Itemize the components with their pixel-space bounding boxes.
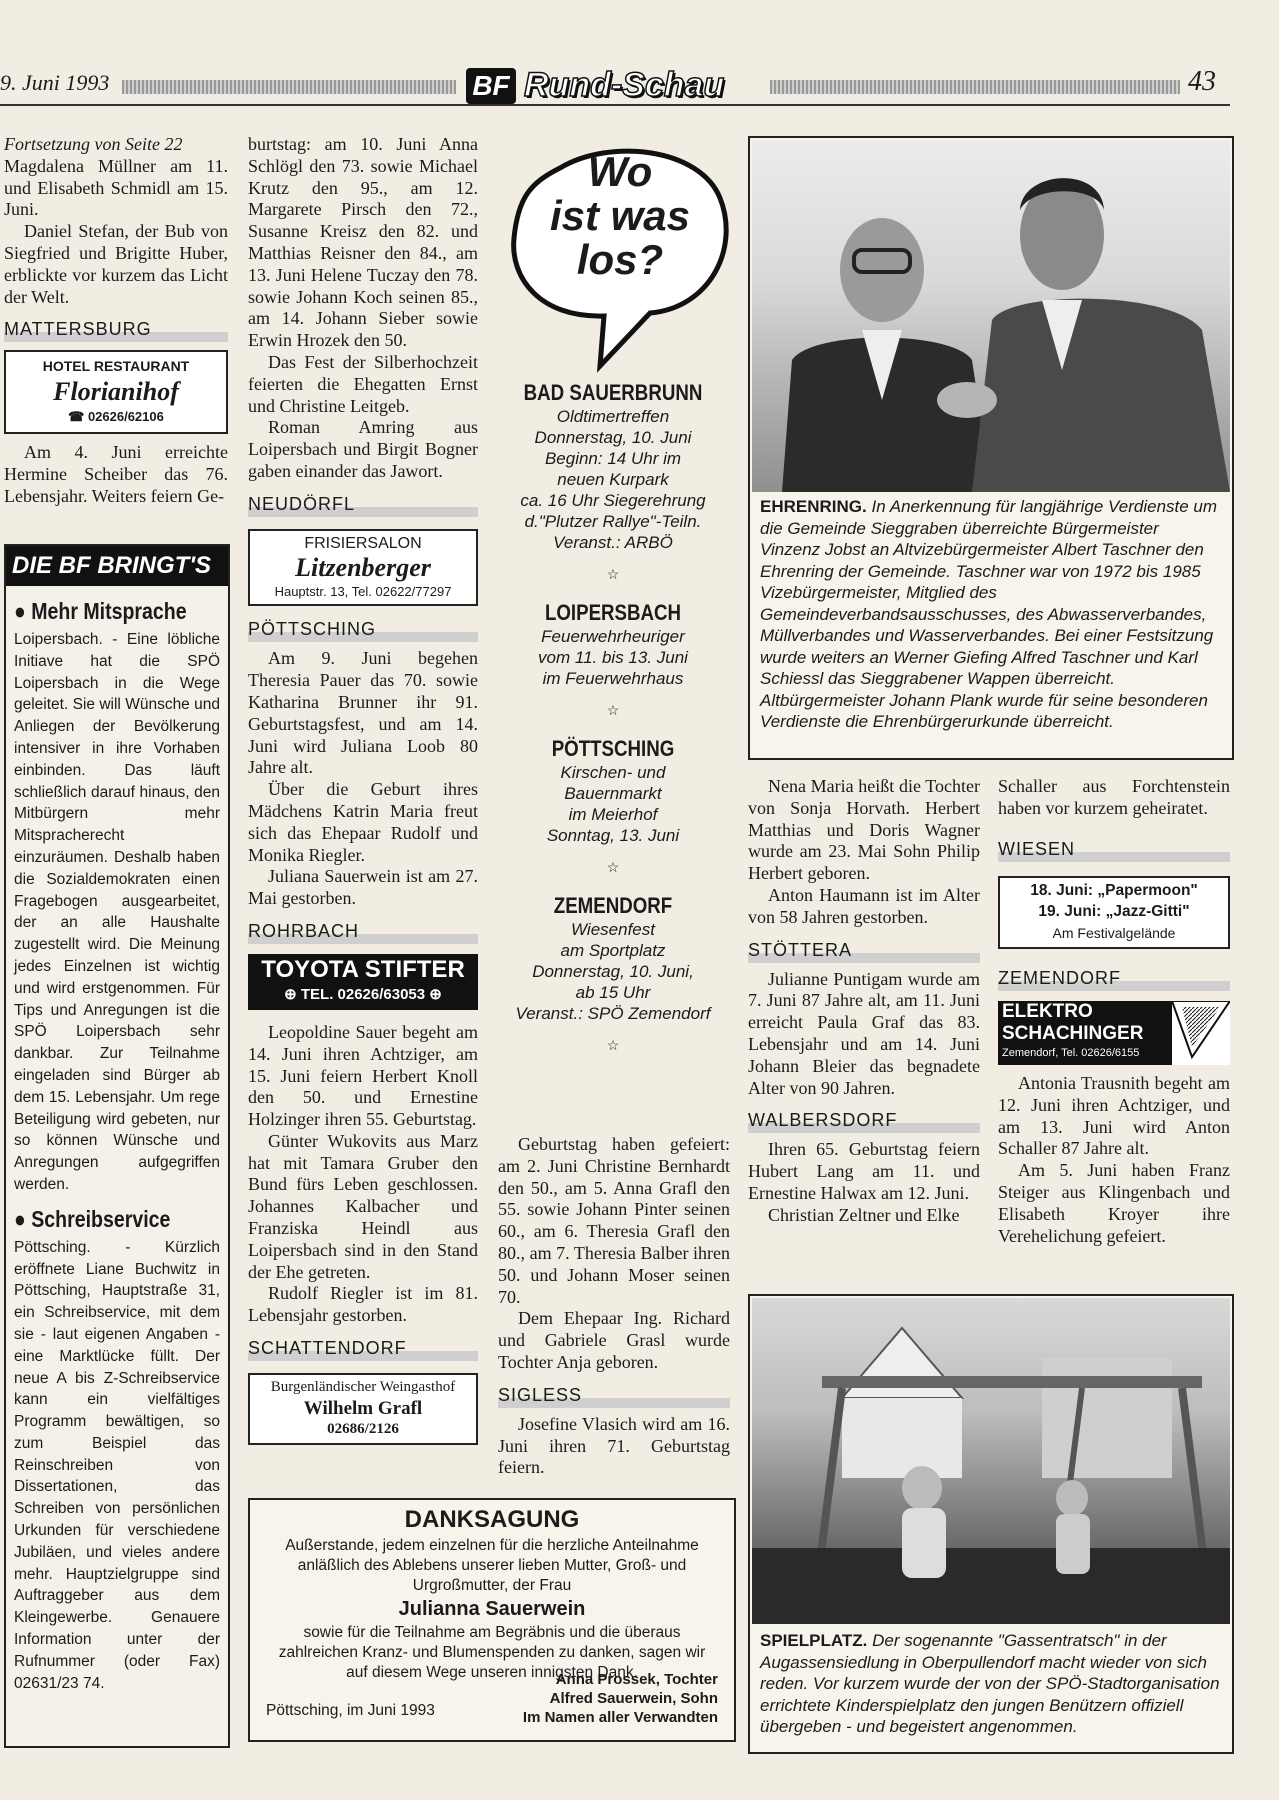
- text-paragraph: Rudolf Riegler ist im 81. Lebensjahr gestorben.: [248, 1283, 478, 1326]
- bf-bringts-heading: ● Mehr Mitsprache: [14, 598, 187, 624]
- wo-ist-was-los-title: Wo ist was los?: [549, 148, 691, 283]
- column-4: [748, 776, 980, 1227]
- section-heading-walbersdorf: WALBERSDORF: [748, 1107, 980, 1133]
- ad-wein-tel: 02686/2126: [327, 1420, 399, 1437]
- ad-toyota-tel: ⊕ TEL. 02626/63053 ⊕: [284, 985, 442, 1003]
- danksagung-place-date: Pöttsching, im Juni 1993: [266, 1702, 435, 1719]
- spielplatz-photo: [752, 1298, 1230, 1624]
- event-listing: [494, 380, 732, 1071]
- star-icon: ☆: [606, 861, 620, 876]
- ad-elektro-label: ELEKTRO SCHACHINGER Zemendorf, Tel. 02626/6155: [998, 1001, 1172, 1065]
- star-icon: ☆: [606, 568, 620, 583]
- column-5: [998, 776, 1230, 1247]
- text-paragraph: Schaller aus Forchtenstein haben vor kurzem geheiratet.: [998, 776, 1230, 818]
- ad-hotel-top: HOTEL RESTAURANT: [42, 358, 190, 375]
- section-heading-rohrbach: ROHRBACH: [248, 918, 478, 944]
- danksagung-name: Julianna Sauerwein: [398, 1598, 586, 1620]
- section-heading-neudoerfl: NEUDÖRFL: [248, 491, 478, 517]
- text-paragraph: Das Fest der Silberhochzeit feierten die Ehegatten Ernst und Christine Leitgeb.: [248, 351, 478, 416]
- text-paragraph: Am 4. Juni erreichte Hermine Scheiber das 76. Lebensjahr. Weiters feiern Ge-: [4, 441, 228, 506]
- bf-bringts-heading: ● Schreibservice: [14, 1205, 171, 1232]
- ad-wiesen-line: Am Festivalgelände: [1052, 925, 1176, 942]
- text-paragraph: burtstag: am 10. Juni Anna Schlögl den 73. sowie Michael Krutz den 95., am 12. Margarete Pirsch den 72., Susanne Kreisz den 82. und Matthias Reisner den 84., am 13. Juni Helene Tuczay den 78. sowie Johann Koch seinen 85., am 14. Johann Sieber sowie Erwin Hrozek den 50.: [248, 134, 478, 351]
- text-paragraph: Juliana Sauerwein ist am 27. Mai gestorben.: [248, 866, 478, 909]
- ad-toyota-name: TOYOTA STIFTER: [261, 955, 465, 983]
- ad-hotel-florianihof: [4, 350, 228, 434]
- ad-hotel-name: Florianihof: [53, 377, 179, 407]
- ad-elektro-schachinger: [998, 1001, 1230, 1065]
- text-paragraph: Dem Ehepaar Ing. Richard und Gabriele Grasl wurde Tochter Anja geboren.: [498, 1308, 730, 1372]
- event-loipersbach: LOIPERSBACH Feuerwehrheuriger vom 11. bis 13. Juni im Feuerwehrhaus: [538, 600, 688, 688]
- section-heading-mattersburg: MATTERSBURG: [4, 316, 228, 342]
- lightning-bolt-icon: [1172, 1001, 1230, 1065]
- text-paragraph: Roman Amring aus Loipersbach und Birgit Bogner gaben einander das Jawort.: [248, 417, 478, 481]
- text-paragraph: Am 9. Juni begehen Theresia Pauer das 70. sowie Katharina Brunner ihr 91. Geburtstagsfest, und am 14. Juni wird Juliana Loob 80 Jahre alt.: [248, 648, 478, 778]
- text-paragraph: Julianne Puntigam wurde am 7. Juni 87 Jahre alt, am 11. Juni erreicht Paula Graf das 83. Lebensjahr und am 14. Juni Johann Bleier das begnadete Alter von 90 Jahren.: [748, 968, 980, 1098]
- danksagung-box: [248, 1498, 736, 1742]
- text-paragraph: Christian Zeltner und Elke: [768, 1204, 960, 1225]
- text-paragraph: Josefine Vlasich wird am 16. Juni ihren 71. Geburtstag feiern.: [498, 1413, 730, 1478]
- text-paragraph: Über die Geburt ihres Mädchens Katrin Maria freut sich das Ehepaar Rudolf und Monika Riegler.: [248, 779, 478, 865]
- ehrenring-photo: [752, 140, 1230, 492]
- section-heading-schattendorf: SCHATTENDORF: [248, 1335, 478, 1361]
- text-paragraph: Anton Haumann ist im Alter von 58 Jahren gestorben.: [748, 884, 980, 927]
- spielplatz-box: [748, 1294, 1234, 1754]
- bf-bringts-text: Loipersbach. - Eine löbliche Initiave hat die SPÖ Loipersbach in die Wege geleitet. Sie will Wünsche und Anliegen der Bevölkerung intensiver in ihre Vorhaben einbinden. Das läuft schließlich darauf hinaus, den Mitbürgern mehr Mitspracherecht einzuräumen. Deshalb haben die Sozialdemokraten einen Fragebogen ausgearbeitet, der an alle Haushalte zugestellt wird. Die Meinung jedes Einzelnen ist wichtig und wird erstgenommen. Für Tips und Anregungen ist die SPÖ Loipersbach sehr dankbar. Zur Teilnahme eingeladen sind Bürger ab dem 15. Lebensjahr. Um rege Beteiligung wird gebeten, nur so können Wünsche und Anregungen aufgegriffen werden.: [14, 631, 220, 1193]
- event-bad-sauerbrunn: BAD SAUERBRUNN Oldtimertreffen Donnerstag, 10. Juni Beginn: 14 Uhr im neuen Kurpark ca. 16 Uhr Siegerehrung d."Plutzer Rallye"-Teiln. Veranst.: ARBÖ: [520, 380, 706, 552]
- bf-bringts-text: Pöttsching. - Kürzlich eröffnete Liane Buchwitz in Pöttsching, Hauptstraße 31, ein Schreibservice, mit dem sie - laut eigenen Angaben - eine Marktlücke füllt. Der neue A bis Z-Schreibservice kann ein vielfältiges Programm bewältigen, so zum Beispiel das Reinschreiben von Dissertationen, das Schreiben von persönlichen Urkunden für verschiedene Jubiläen, und vieles andere mehr. Hauptzielgruppe sind Auftraggeber aus dem Kleingewerbe. Genauere Information unter der Rufnummer (oder Fax) 02631/23 74.: [14, 1238, 220, 1692]
- column-3: [498, 1134, 730, 1479]
- rundschau-logo: Rund-Schau: [524, 66, 725, 104]
- danksagung-signatures: Anna Prossek, Tochter Alfred Sauerwein, Sohn Im Namen aller Verwandten: [522, 1671, 718, 1726]
- header-rule-left: [122, 80, 456, 94]
- text-paragraph: Magdalena Müllner am 11. und Elisabeth Schmidl am 15. Juni.: [4, 155, 228, 220]
- section-heading-zemendorf: ZEMENDORF: [998, 965, 1230, 991]
- spielplatz-caption: SPIELPLATZ. Der sogenannte "Gassentratsch" in der Augassensiedlung in Oberpullendorf macht wieder von sich reden. Vor kurzem wurde der von der SPÖ-Stadtorganisation errichtete Kinderspielplatz den jungen Benützern offiziell übergeben - und begeistert angenommen.: [760, 1631, 1220, 1736]
- page-number: 43: [1188, 66, 1216, 97]
- header-line: [0, 104, 1230, 106]
- ad-wein-name: Wilhelm Grafl: [303, 1397, 423, 1419]
- ad-frisiersalon: [248, 529, 478, 607]
- section-heading-poettsching: PÖTTSCHING: [248, 616, 478, 642]
- ad-wein-top: Burgenländischer Weingasthof: [270, 1379, 456, 1396]
- text-paragraph: Am 5. Juni haben Franz Steiger aus Klingenbach und Elisabeth Kroyer ihre Verehelichung gefeiert.: [998, 1160, 1230, 1246]
- ad-weingasthof: [248, 1373, 478, 1445]
- text-paragraph: Geburtstag haben gefeiert: am 2. Juni Christine Bernhardt den 50., am 5. Anna Grafl den 55. sowie Johann Pinter seinen 60., am 6. Theresia Grafl den 80., am 7. Theresia Balber ihren 50. und Johann Moser seinen 70.: [498, 1134, 730, 1307]
- toyota-emblem-icon: ⊕: [284, 985, 297, 1003]
- column-2: [248, 134, 478, 1457]
- section-heading-sigless: SIGLESS: [498, 1382, 730, 1408]
- danksagung-text: Außerstande, jedem einzelnen für die herzliche Anteilnahme anläßlich des Ablebens unserer lieben Mutter, Groß- und Urgroßmutter, der Frau: [285, 1537, 699, 1594]
- danksagung-title: DANKSAGUNG: [404, 1506, 580, 1533]
- danksagung-text: sowie für die Teilnahme am Begräbnis und die überaus zahlreichen Kranz- und Blumenspenden zu danken, sagen wir auf diesem Wege unseren innigsten Dank.: [278, 1624, 706, 1681]
- ehrenring-caption: EHRENRING. In Anerkennung für langjährige Verdienste um die Gemeinde Sieggraben überreichte Bürgermeister Vinzenz Jobst an Altvizebürgermeister Albert Taschner den Ehrenring der Gemeinde. Taschner war von 1972 bis 1985 Vizebürgermeister, Mitglied des Gemeindeverbandsausschusses, des Abwasserverbandes, Müllverbandes und Wasserverbandes. Bei einer Festsitzung wurde weiters an Werner Giefing Alfred Taschner und Karl Schiessl das Sieggrabener Wappen überreicht. Altbürgermeister Johann Plank wurde für seine besonderen Verdienste die Ehrenbürgerurkunde überreicht.: [760, 497, 1218, 731]
- ad-frisier-name: Litzenberger: [295, 552, 431, 582]
- star-icon: ☆: [606, 704, 620, 719]
- column-1: [4, 134, 228, 507]
- ad-wiesen-festival: [998, 876, 1230, 949]
- text-paragraph: Daniel Stefan, der Bub von Siegfried und Brigitte Huber, erblickte vor kurzem das Licht der Welt.: [4, 221, 228, 307]
- event-zemendorf: ZEMENDORF Wiesenfest am Sportplatz Donnerstag, 10. Juni, ab 15 Uhr Veranst.: SPÖ Zemendorf: [515, 893, 711, 1023]
- bf-logo: BF: [466, 68, 516, 104]
- text-paragraph: Günter Wukovits aus Marz hat mit Tamara Gruber den Bund fürs Leben geschlossen. Johannes Kalbacher und Franziska Heindl aus Loipersbach sind in den Stand der Ehe getreten.: [248, 1130, 478, 1282]
- issue-date: 9. Juni 1993: [0, 70, 110, 95]
- section-heading-wiesen: WIESEN: [998, 836, 1230, 862]
- ad-frisier-addr: Hauptstr. 13, Tel. 02622/77297: [274, 583, 452, 599]
- header-rule-right: [770, 80, 1180, 94]
- ad-hotel-tel: ☎ 02626/62106: [68, 409, 164, 425]
- text-paragraph: Ihren 65. Geburtstag feiern Hubert Lang am 11. und Ernestine Halwax am 12. Juni.: [748, 1139, 980, 1203]
- text-paragraph: Nena Maria heißt die Tochter von Sonja Horvath. Herbert Matthias und Doris Wagner wurde am 23. Mai Sohn Philip Herbert geboren.: [748, 776, 980, 884]
- playground-children-photo: [752, 1298, 1230, 1624]
- toyota-emblem-icon: ⊕: [429, 985, 442, 1003]
- text-paragraph: Antonia Trausnith begeht am 12. Juni ihren Achtziger, und am 13. Juni wird Anton Schaller 87 Jahre alt.: [998, 1072, 1230, 1159]
- event-poettsching: PÖTTSCHING Kirschen- und Bauernmarkt im Meierhof Sonntag, 13. Juni: [546, 736, 680, 845]
- ad-wiesen-line: 18. Juni: „Papermoon": [1030, 881, 1198, 899]
- ad-frisier-top: FRISIERSALON: [304, 534, 422, 552]
- ad-wiesen-line: 19. Juni: „Jazz-Gitti": [1038, 903, 1190, 921]
- two-men-handshake-photo: [752, 140, 1230, 492]
- ehrenring-box: [748, 136, 1234, 760]
- text-paragraph: Leopoldine Sauer begeht am 14. Juni ihren Achtziger, am 15. Juni feiern Herbert Knoll den 50. und Ernestine Holzinger ihren 55. Geburtstag.: [248, 1021, 478, 1130]
- section-heading-stoettera: STÖTTERA: [748, 937, 980, 963]
- bf-bringts-title: DIE BF BRINGT'S: [6, 546, 228, 586]
- star-icon: ☆: [606, 1039, 620, 1054]
- bf-bringts-box: [4, 544, 230, 1748]
- continuation-note: Fortsetzung von Seite 22: [4, 134, 183, 154]
- ad-toyota-stifter: [248, 954, 478, 1010]
